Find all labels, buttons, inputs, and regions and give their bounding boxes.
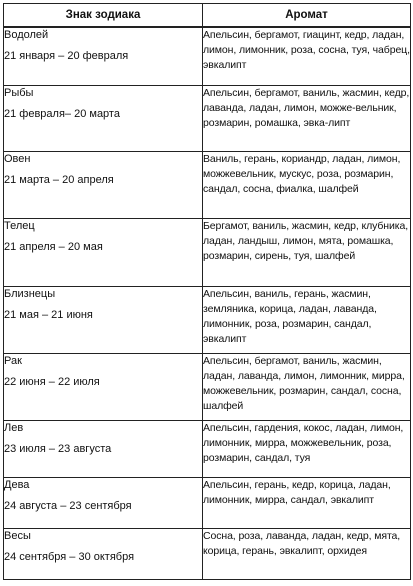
table-row (4, 218, 411, 286)
sign-dates: 24 сентября – 30 октября (4, 550, 135, 563)
sign-cell (4, 85, 203, 151)
sign-name: Телец (4, 219, 35, 232)
table-row (4, 286, 411, 353)
sign-dates: 24 августа – 23 сентября (4, 499, 132, 512)
aroma-cell: Апельсин, бергамот, гиацинт, кедр, ладан, лимон, лимонник, роза, сосна, туя, чабрец, эвкалипт (203, 27, 411, 85)
aroma-cell: Апельсин, бергамот, ваниль, жасмин, ладан, лаванда, лимон, лимонник, мирра, можжевельник, розмарин, сандал, сосна, шалфей (203, 353, 411, 420)
sign-cell (4, 286, 203, 353)
aroma-cell: Сосна, роза, лаванда, ладан, кедр, мята, корица, герань, эвкалипт, орхидея (203, 528, 411, 579)
sign-name: Рыбы (4, 86, 34, 99)
sign-cell (4, 218, 203, 286)
aroma-cell: Апельсин, бергамот, ваниль, жасмин, кедр, лаванда, ладан, лимон, можже-вельник, розмарин, ромашка, эвка-липт (203, 85, 411, 151)
sign-dates: 22 июня – 22 июля (4, 375, 100, 388)
sign-name: Дева (4, 478, 30, 491)
table-row (4, 477, 411, 528)
sign-dates: 21 марта – 20 апреля (4, 173, 114, 186)
table-header-row (4, 4, 411, 28)
sign-name: Овен (4, 152, 31, 165)
table-row (4, 528, 411, 579)
sign-cell (4, 528, 203, 579)
sign-cell (4, 27, 203, 85)
table-row (4, 27, 411, 85)
aroma-cell: Апельсин, гардения, кокос, ладан, лимон, лимонник, мирра, можжевельник, роза, розмарин, сандал, туя (203, 420, 411, 477)
sign-cell (4, 420, 203, 477)
table-row (4, 151, 411, 218)
sign-dates: 21 мая – 21 июня (4, 308, 93, 321)
header-aroma: Аромат (203, 4, 411, 28)
sign-dates: 21 апреля – 20 мая (4, 240, 103, 253)
sign-dates: 21 февраля– 20 марта (4, 107, 120, 120)
sign-name: Близнецы (4, 287, 56, 300)
aroma-cell: Ваниль, герань, кориандр, ладан, лимон, можжевельник, мускус, роза, розмарин, сандал, сосна, фиалка, шалфей (203, 151, 411, 218)
zodiac-aroma-table (3, 3, 411, 580)
sign-dates: 21 января – 20 февраля (4, 50, 129, 62)
table-row (4, 353, 411, 420)
aroma-cell: Апельсин, герань, кедр, корица, ладан, лимонник, мирра, сандал, эвкалипт (203, 477, 411, 528)
table-row (4, 420, 411, 477)
sign-name: Весы (4, 529, 31, 542)
sign-name: Лев (4, 421, 24, 434)
sign-name: Водолей (4, 29, 49, 41)
sign-cell (4, 353, 203, 420)
header-sign: Знак зодиака (4, 4, 203, 28)
sign-name: Рак (4, 354, 22, 367)
aroma-cell: Апельсин, ваниль, герань, жасмин, земляника, корица, ладан, лаванда, лимонник, роза, розмарин, сандал, эвкалипт (203, 286, 411, 353)
sign-cell (4, 477, 203, 528)
aroma-cell: Бергамот, ваниль, жасмин, кедр, клубника, ладан, ландыш, лимон, мята, ромашка, розмарин, сирень, туя, шалфей (203, 218, 411, 286)
sign-cell (4, 151, 203, 218)
table-row (4, 85, 411, 151)
sign-dates: 23 июля – 23 августа (4, 442, 112, 455)
